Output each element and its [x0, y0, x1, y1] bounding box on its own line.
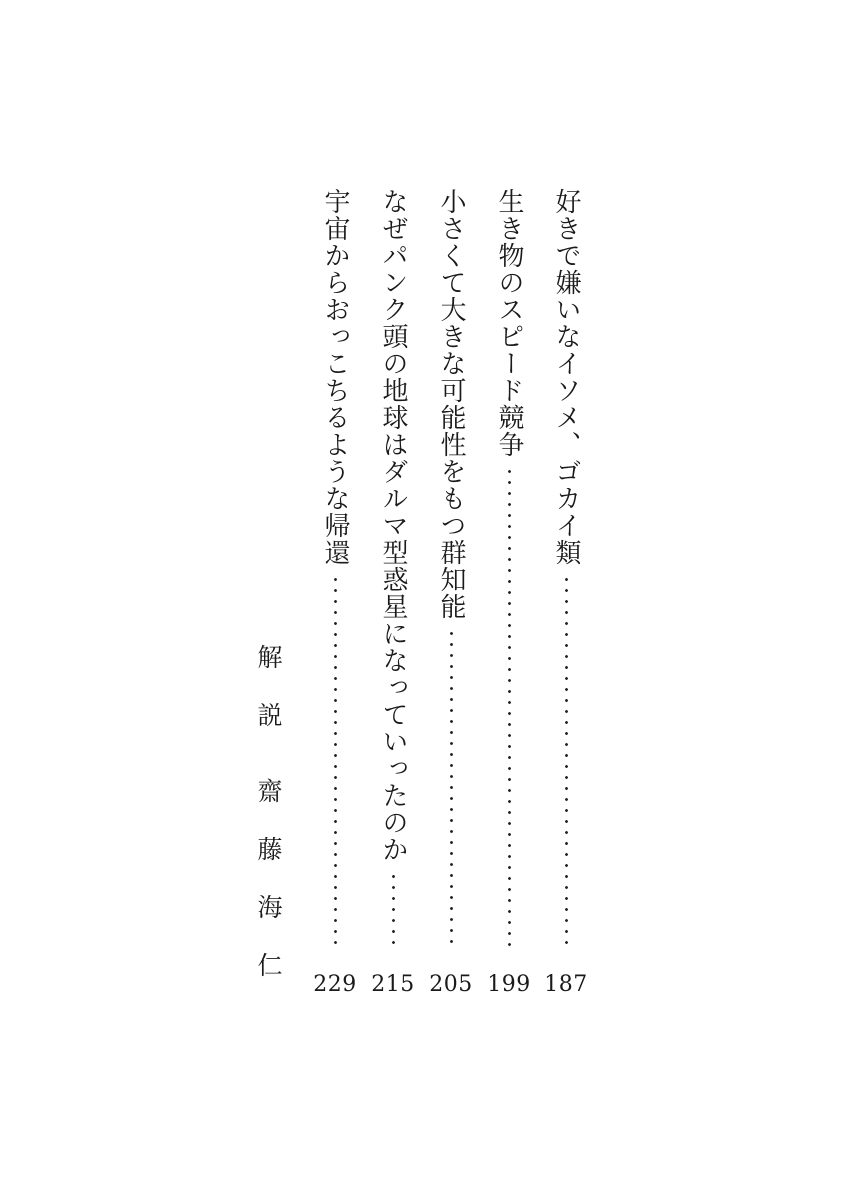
toc-entry-title: 小さくて大きな可能性をもつ群知能	[436, 188, 466, 620]
toc-entry	[433, 188, 469, 948]
toc-entry-title: 好きで嫌いなイソメ、ゴカイ類	[551, 188, 581, 566]
commentary-author: 藤	[257, 835, 283, 864]
commentary-block	[252, 640, 288, 984]
toc-page-number: 199	[487, 972, 531, 997]
commentary-label: 説	[257, 701, 283, 730]
toc-page-number: 187	[544, 972, 588, 997]
dot-leader	[392, 871, 395, 948]
toc-entry	[375, 188, 411, 948]
commentary-label: 解	[257, 643, 283, 672]
toc-page-number: 229	[313, 972, 357, 997]
toc-entry	[317, 188, 353, 948]
toc-entry-title: 生き物のスピード競争	[494, 188, 524, 458]
toc-entry-title: 宇宙からおっこちるような帰還	[320, 188, 350, 566]
dot-leader	[508, 466, 511, 948]
dot-leader	[565, 574, 568, 948]
toc-page-number: 205	[429, 972, 473, 997]
dot-leader	[450, 628, 453, 948]
commentary-author: 齋	[257, 777, 283, 806]
commentary-author: 仁	[257, 951, 283, 980]
toc-entry-title: なぜパンク頭の地球はダルマ型惑星になっていったのか	[378, 188, 408, 863]
toc-entry	[548, 188, 584, 948]
commentary-author: 海	[257, 893, 283, 922]
dot-leader	[334, 574, 337, 948]
toc-page-number: 215	[371, 972, 415, 997]
toc-entry	[491, 188, 527, 948]
